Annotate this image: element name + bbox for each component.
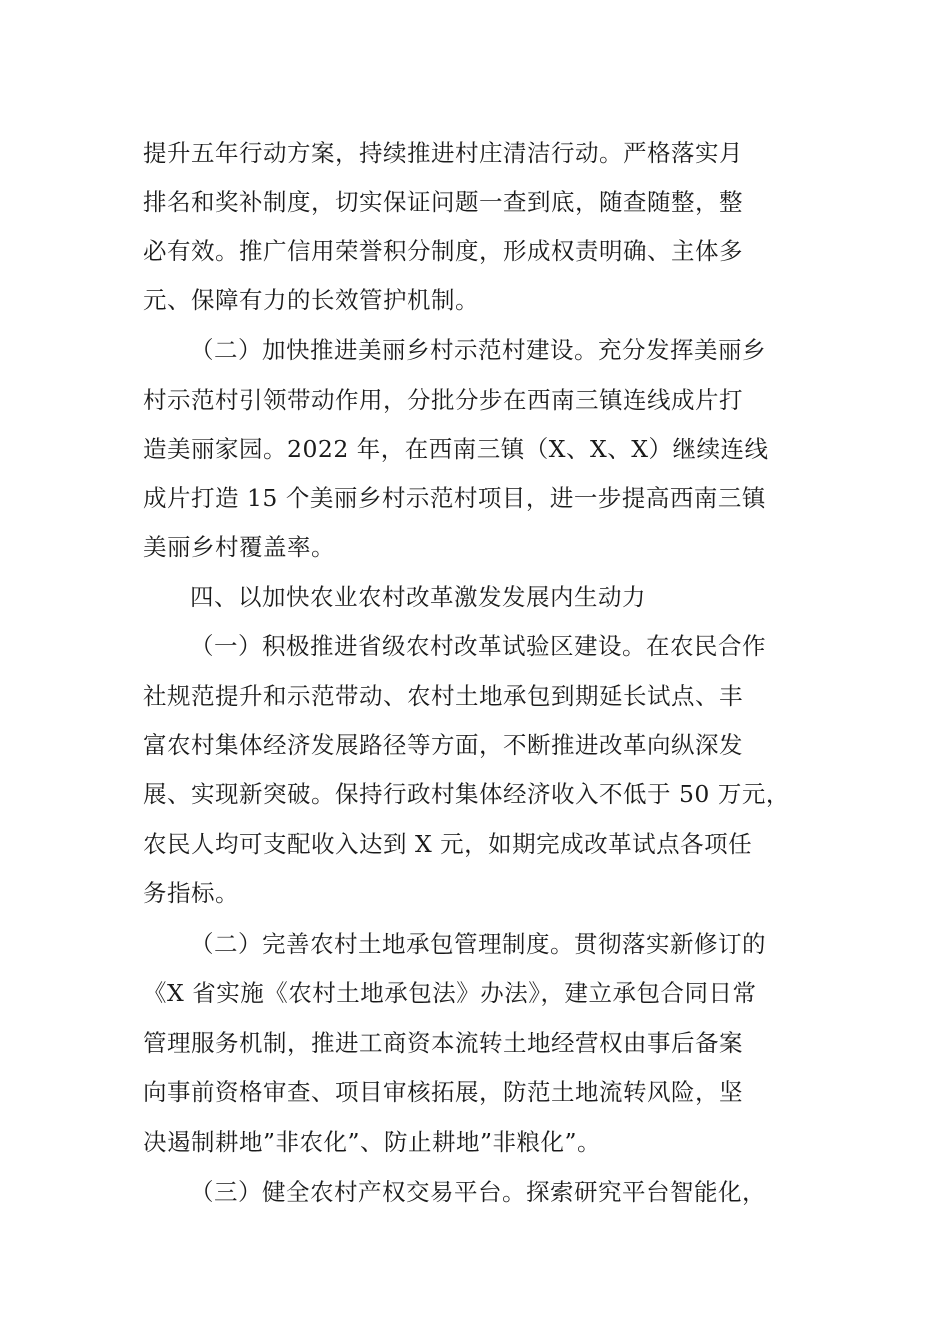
text-line-6: 村示范村引领带动作用，分批分步在西南三镇连线成片打 bbox=[143, 386, 743, 414]
text-line-14: 展、实现新突破。保持行政村集体经济收入不低于 50 万元， bbox=[143, 780, 790, 808]
chapter-heading-4: 四、以加快农业农村改革激发发展内生动力 bbox=[190, 583, 646, 611]
text-line-20: 向事前资格审查、项目审核拓展，防范土地流转风险，坚 bbox=[143, 1078, 743, 1106]
text-line-9: 美丽乡村覆盖率。 bbox=[143, 533, 335, 561]
section-heading-2-beautiful-village: （二）加快推进美丽乡村示范村建设。充分发挥美丽乡 bbox=[190, 336, 766, 364]
text-line-2: 排名和奖补制度，切实保证问题一查到底，随查随整，整 bbox=[143, 188, 743, 216]
text-line-12: 社规范提升和示范带动、农村土地承包到期延长试点、丰 bbox=[143, 682, 743, 710]
text-line-18: 《X 省实施《农村土地承包法》办法》，建立承包合同日常 bbox=[143, 979, 757, 1007]
text-line-21: 决遏制耕地”非农化”、防止耕地”非粮化”。 bbox=[143, 1128, 602, 1156]
text-line-13: 富农村集体经济发展路径等方面，不断推进改革向纵深发 bbox=[143, 731, 743, 759]
text-line-8: 成片打造 15 个美丽乡村示范村项目，进一步提高西南三镇 bbox=[143, 484, 766, 512]
text-line-16: 务指标。 bbox=[143, 879, 239, 907]
section-heading-3-property-trading: （三）健全农村产权交易平台。探索研究平台智能化， bbox=[190, 1178, 766, 1206]
text-line-7: 造美丽家园。2022 年，在西南三镇（X、X、X）继续连线 bbox=[143, 435, 769, 463]
text-line-1: 提升五年行动方案，持续推进村庄清洁行动。严格落实月 bbox=[143, 139, 743, 167]
text-line-15: 农民人均可支配收入达到 X 元，如期完成改革试点各项任 bbox=[143, 830, 753, 858]
text-line-4: 元、保障有力的长效管护机制。 bbox=[143, 286, 479, 314]
section-heading-1-reform-zone: （一）积极推进省级农村改革试验区建设。在农民合作 bbox=[190, 632, 766, 660]
section-heading-2-land-contract: （二）完善农村土地承包管理制度。贯彻落实新修订的 bbox=[190, 930, 766, 958]
text-line-19: 管理服务机制，推进工商资本流转土地经营权由事后备案 bbox=[143, 1029, 743, 1057]
text-line-3: 必有效。推广信用荣誉积分制度，形成权责明确、主体多 bbox=[143, 237, 743, 265]
